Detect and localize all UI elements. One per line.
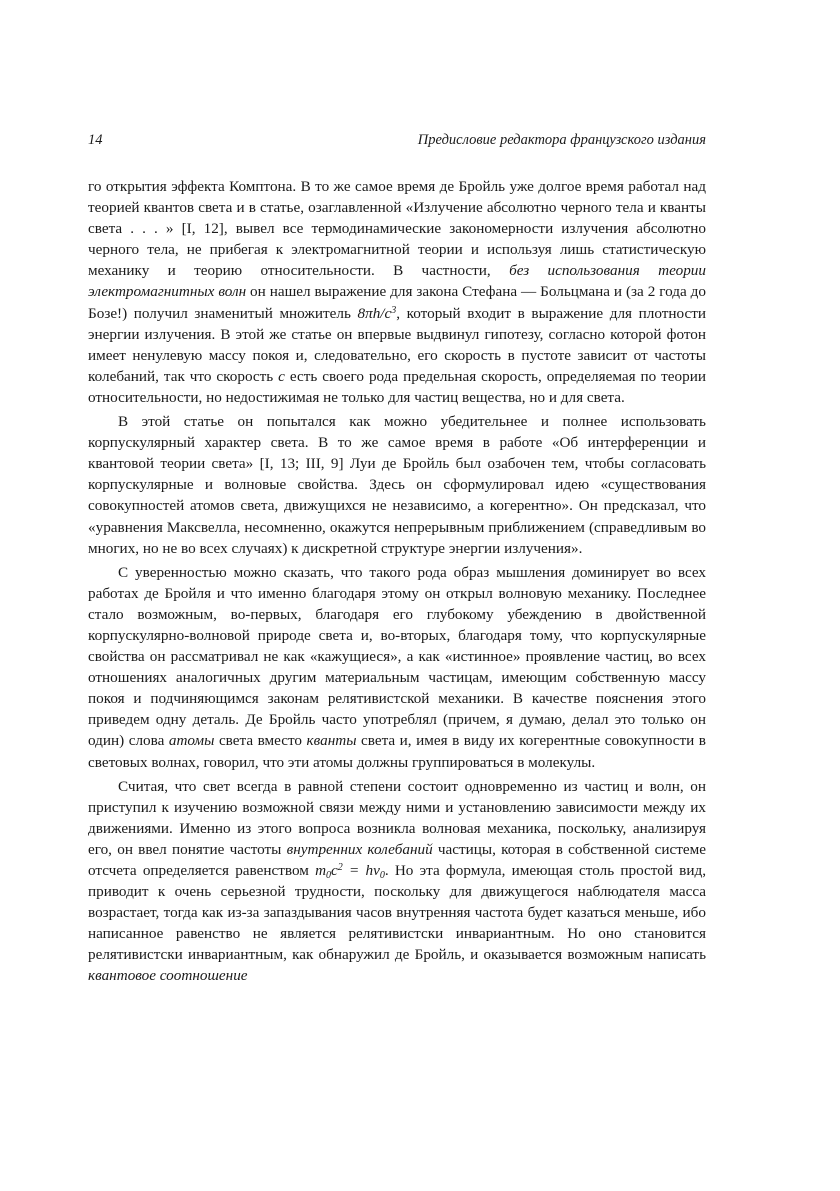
paragraph-2: В этой статье он попытался как можно убедительнее и полнее использовать корпускулярный характер света. В то же самое время в работе «Об интерференции и квантовой теории света» [I, 13; III, 9] Луи де Бройль был озабочен тем, чтобы согласовать корпускулярные и волновые свойства. Здесь он сформулировал идею «существования совокупностей атомов света, движущихся не независимо, а когерентно». Он предсказал, что «уравнения Максвелла, несомненно, окажутся непрерывным приближением (справедливым во многих, но не во всех случаях) к дискретной структуре энергии излучения».	[88, 413, 706, 557]
page-number: 14	[88, 132, 103, 148]
formula: $m_0c^2 = h\nu_0$	[315, 862, 385, 881]
emphasis: внутренних колебаний	[286, 840, 433, 858]
running-title: Предисловие редактора французского издания	[417, 132, 706, 148]
body-text	[88, 176, 706, 987]
emphasis: кванты	[306, 732, 357, 750]
formula: $8\pi h/c^3$	[357, 304, 397, 322]
emphasis: квантовое соотношение	[88, 967, 248, 985]
paragraph-4: Считая, что свет всегда в равной степени состоит одновременно из частиц и волн, он приступил к изучению возможной связи между ними и установлению зависимости между их движениями. Именно из этого вопроса возникла волновая механика, поскольку, анализируя его, он ввел понятие частоты внутренних колебаний частицы, которая в собственной системе отсчета определяется равенством $m_0c^2 = h\nu_0$. Но эта формула, имеющая столь простой вид, приводит к очень серьезной трудности, поскольку для движущегося наблюдателя масса возрастает, тогда как из-за запаздывания часов внутренняя частота будет казаться меньше, ибо написанное равенство не является релятивистски инвариантным. Но оно становится релятивистски инвариантным, как обнаружил де Бройль, и оказывается возможным написать квантовое соотношение	[88, 777, 706, 985]
emphasis: без использования теории электромагнитных волн	[88, 262, 706, 301]
paragraph-1: го открытия эффекта Комптона. В то же самое время де Бройль уже долгое время работал над теорией квантов света и в статье, озаглавленной «Излучение абсолютно черного тела и кванты света . . . » [I, 12], вывел все термодинамические закономерности излучения абсолютно черного тела, не прибегая к электромагнитной теории и используя лишь статистическую механику и теорию относительности. В частности, без использования теории электромагнитных волн он нашел выражение для закона Стефана — Больцмана и (за 2 года до Бозе!) получил знаменитый множитель $8\pi h/c^3$, который входит в выражение для плотности энергии излучения. В этой же статье он впервые выдвинул гипотезу, согласно которой фотон имеет ненулевую массу покоя и, следовательно, его скорость в пустоте зависит от частоты колебаний, так что скорость c есть своего рода предельная скорость, определяемая по теории относительности, но недостижимая не только для частиц вещества, но и для света.	[88, 178, 706, 406]
emphasis: атомы	[168, 732, 215, 750]
paragraph-3: С уверенностью можно сказать, что такого рода образ мышления доминирует во всех работах де Бройля и что именно благодаря этому он открыл волновую механику. Последнее стало возможным, во-первых, благодаря его глубокому убеждению в двойственной корпускулярно-волновой природе света и, во-вторых, благодаря тому, что корпускулярные свойства он рассматривал не как «кажущиеся», а как «истинное» проявление частиц, во всех отношениях аналогичных другим материальным частицам, имеющим собственную массу покоя и подчиняющимся законам релятивистской механики. В качестве пояснения этого приведем одну деталь. Де Бройль часто употреблял (причем, я думаю, делал это только он один) слова атомы света вместо кванты света и, имея в виду их когерентные совокупности в световых волнах, говорил, что эти атомы должны группироваться в молекулы.	[88, 563, 706, 771]
variable: c	[278, 367, 285, 385]
